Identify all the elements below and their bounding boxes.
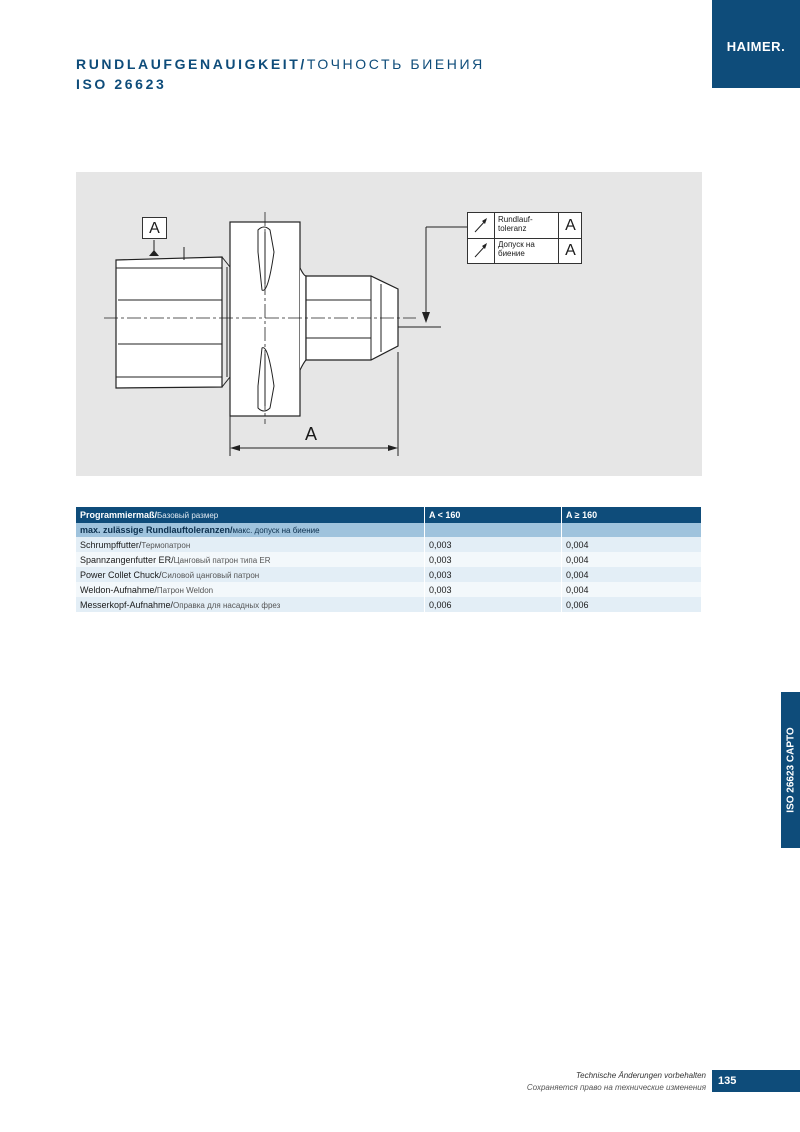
subheader-label	[76, 523, 425, 537]
row-value-small: 0,006	[425, 597, 562, 612]
row-value-large: 0,004	[562, 552, 702, 567]
row-value-small: 0,003	[425, 552, 562, 567]
page-subtitle: ISO 26623	[76, 76, 167, 92]
fcf-row-russian	[468, 238, 581, 263]
table-row	[76, 552, 702, 567]
subheader-german: max. zulässige Rundlauftoleranzen/	[80, 525, 233, 535]
title-german: RUNDLAUFGENAUIGKEIT/	[76, 56, 307, 72]
row-label	[76, 582, 425, 597]
footer-note	[527, 1070, 706, 1094]
row-value-large: 0,004	[562, 537, 702, 552]
runout-arrow-icon	[468, 238, 495, 263]
header-col3: A ≥ 160	[562, 507, 702, 523]
section-tab[interactable]	[781, 692, 800, 848]
subheader-blank	[562, 523, 702, 537]
table-row	[76, 582, 702, 597]
dim-arrow-left	[230, 445, 240, 451]
subheader-russian: макс. допуск на биение	[232, 526, 320, 535]
fcf-row-german	[468, 213, 581, 239]
row-label-german: Messerkopf-Aufnahme/	[80, 599, 174, 610]
row-label-russian: Силовой цанговый патрон	[161, 570, 260, 580]
fcf-datum-german: A	[558, 213, 582, 238]
row-label-german: Weldon-Aufnahme/	[80, 584, 157, 595]
row-value-small: 0,003	[425, 582, 562, 597]
row-label-german: Schrumpffutter/	[80, 539, 142, 550]
row-value-small: 0,003	[425, 537, 562, 552]
row-label-russian: Патрон Weldon	[156, 585, 214, 595]
runout-arrow-icon	[468, 213, 495, 238]
runout-arrow	[422, 312, 430, 323]
table-row	[76, 597, 702, 612]
row-label	[76, 567, 425, 582]
row-label-german: Spannzangenfutter ER/	[80, 554, 174, 565]
dimension-label: A	[305, 424, 318, 444]
row-label	[76, 597, 425, 612]
fcf-datum-russian: A	[558, 238, 582, 263]
row-label-russian: Цанговый патрон типа ER	[173, 555, 271, 565]
tool-holder-drawing	[76, 172, 702, 476]
row-label	[76, 552, 425, 567]
table-subheader	[76, 523, 702, 537]
row-value-large: 0,004	[562, 582, 702, 597]
row-value-small: 0,003	[425, 567, 562, 582]
shank-outline	[116, 257, 222, 388]
title-russian: ТОЧНОСТЬ БИЕНИЯ	[306, 56, 485, 72]
dim-arrow-right	[388, 445, 398, 451]
page-number: 135	[712, 1070, 800, 1092]
datum-label: A	[142, 217, 167, 239]
row-label-german: Power Collet Chuck/	[80, 569, 162, 580]
haimer-logo: HAIMER.	[712, 0, 800, 88]
page-title	[76, 56, 485, 72]
footer-note-german: Technische Änderungen vorbehalten	[575, 1071, 706, 1080]
header-col1-russian: Базовый размер	[157, 511, 219, 520]
header-col1	[76, 507, 425, 523]
header-col2: A < 160	[425, 507, 562, 523]
technical-drawing	[76, 172, 702, 476]
fcf-label-german: Rundlauf-toleranz	[498, 215, 533, 233]
table-row	[76, 537, 702, 552]
section-tab-label: ISO 26623 CAPTO	[785, 727, 796, 813]
row-value-large: 0,006	[562, 597, 702, 612]
fcf-label-russian: Допуск на биение	[498, 240, 535, 258]
datum-triangle	[149, 250, 159, 256]
runout-tolerance-table	[76, 507, 702, 612]
table-header	[76, 507, 702, 523]
table-row	[76, 567, 702, 582]
row-label-russian: Оправка для насадных фрез	[173, 600, 281, 610]
header-col1-german: Programmiermaß/	[80, 510, 158, 520]
row-value-large: 0,004	[562, 567, 702, 582]
row-label-russian: Термопатрон	[141, 540, 191, 550]
runout-tolerance-frame	[467, 212, 582, 264]
subheader-blank	[425, 523, 562, 537]
row-label	[76, 537, 425, 552]
footer-note-russian: Сохраняется право на технические изменения	[526, 1083, 706, 1092]
